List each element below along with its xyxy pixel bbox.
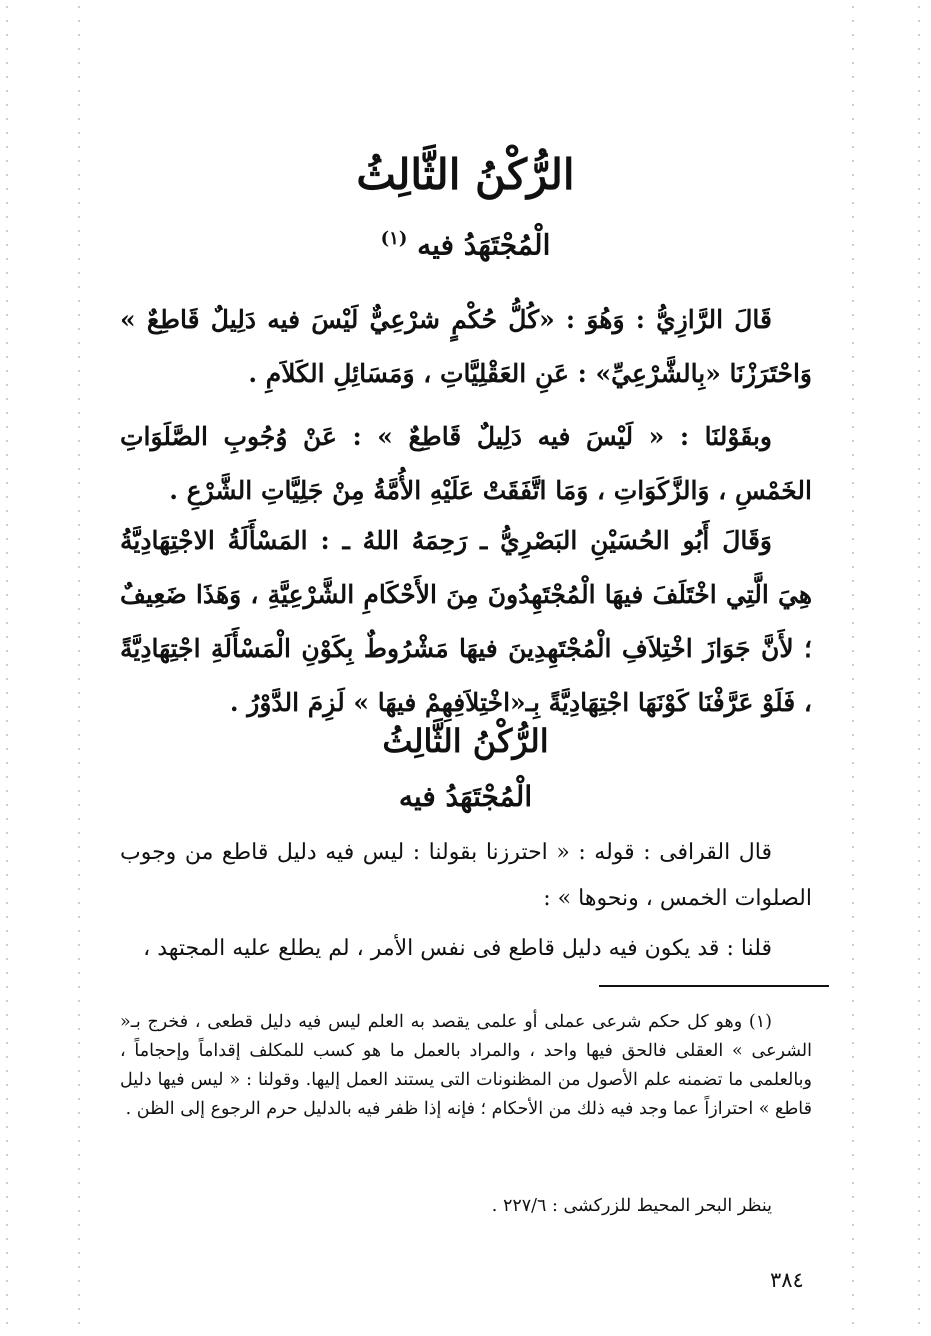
scan-margin-dots-right-inner: [852, 0, 854, 1336]
scan-margin-dots-right: [918, 0, 920, 1336]
razi-paragraph: قَالَ الرَّازِيُّ : وَهُوَ : «كُلُّ حُكْمٍ شرْعِيٌّ لَيْسَ فيه دَلِيلٌ قَاطِعٌ » وَاحْتَرَزْنَا «بِالشَّرْعِيِّ» : عَنِ العَقْلِيَّاتِ ، وَمَسَائِلِ الكَلاَمِ .: [120, 305, 812, 388]
page-number: ٣٨٤: [770, 1268, 804, 1292]
scan-margin-dots-left-inner: [78, 0, 80, 1336]
subheading-text: الْمُجْتَهَدُ فيه: [417, 228, 551, 262]
footnote-separator: [599, 985, 829, 987]
footnote-text: (١) وهو كل حكم شرعى عملى أو علمى يقصد به العلم ليس فيه دليل قطعى ، فخرج بـ« الشرعى » العقلى فالحق فيها واحد ، والمراد بالعمل ما هو كسب للمكلف إقداماً وإحجاماً ، وبالعلمى ما تضمنه علم الأصول من المظنونات التى يستند العمل إليها. وقولنا : « ليس فيها دليل قاطع » احترازاً عما وجد فيه ذلك من الأحكام ؛ فإنه إذا ظفر فيه بالدليل حرم الرجوع إلى الظن .: [120, 1012, 812, 1119]
qulna-paragraph: قلنا : قد يكون فيه دليل قاطع فى نفس الأمر ، لم يطلع عليه المجتهد ،: [143, 936, 772, 961]
heading-commentary: الرُّكْنُ الثَّالِثُ: [382, 722, 549, 760]
heading-main: الرُّكْنُ الثَّالِثُ: [356, 150, 575, 199]
qawluna-paragraph: وبقَوْلنَا : « لَيْسَ فيه دَلِيلٌ قَاطِعٌ » : عَنْ وُجُوبِ الصَّلَوَاتِ الخَمْسِ ، وَالزَّكَوَاتِ ، وَمَا اتَّفَقَتْ عَلَيْهِ الأُمَّةُ مِنْ جَلِيَّاتِ الشَّرْعِ .: [120, 422, 812, 505]
subheading-main: [0, 228, 931, 261]
qarafi-paragraph: قال القرافى : قوله : « احترزنا بقولنا : ليس فيه دليل قاطع من وجوب الصلوات الخمس ، ونحوها » :: [120, 840, 812, 911]
footnote-marker: (١): [380, 228, 408, 249]
footnote-reference: ينظر البحر المحيط للزركشى : ٢٢٧/٦ .: [491, 1196, 772, 1216]
subheading-commentary: الْمُجْتَهَدُ فيه: [398, 780, 533, 813]
scan-margin-dots-left: [6, 0, 8, 1336]
basri-paragraph: وَقَالَ أَبُو الحُسَيْنِ البَصْرِيُّ ـ رَحِمَهُ اللهُ ـ : المَسْأَلَةُ الاجْتِهَادِيَّةُ هِيَ الَّتِي اخْتَلَفَ فيهَا الْمُجْتَهِدُونَ مِنَ الأَحْكَامِ الشَّرْعِيَّةِ ، وَهَذَا ضَعِيفٌ ؛ لأَنَّ جَوَازَ اخْتِلاَفِ الْمُجْتَهِدِينَ فيهَا مَشْرُوطٌ بِكَوْنِ الْمَسْأَلَةِ اجْتِهَادِيَّةً ، فَلَوْ عَرَّفْنَا كَوْنَهَا اجْتِهَادِيَّةً بِـ«اخْتِلاَفِهِمْ فيهَا » لَزِمَ الدَّوْرُ .: [120, 526, 812, 717]
